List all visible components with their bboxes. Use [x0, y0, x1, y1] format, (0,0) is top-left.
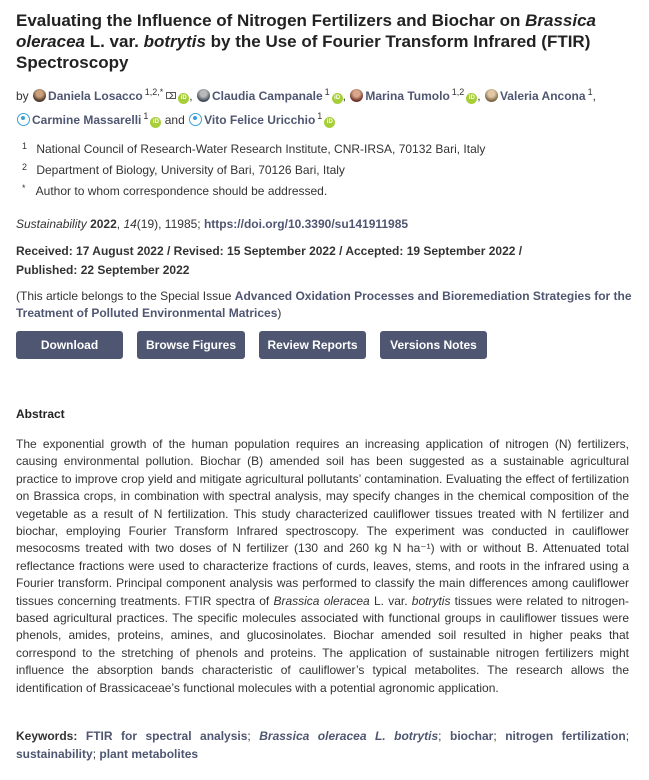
- affiliation-text: National Council of Research-Water Research Institute, CNR-IRSA, 70132 Bari, Italy: [36, 142, 486, 156]
- author-avatar-icon: [485, 89, 498, 102]
- keyword-link[interactable]: FTIR for spectral analysis: [85, 729, 248, 743]
- special-issue-prefix: (This article belongs to the Special Issue: [16, 289, 235, 303]
- article-title: [16, 10, 636, 73]
- orcid-icon[interactable]: iD: [178, 93, 189, 104]
- abstract-text: [16, 436, 629, 697]
- keyword-link[interactable]: Brassica oleracea L. botrytis: [259, 729, 439, 743]
- abstract-text-part: L. var.: [369, 593, 412, 608]
- author-avatar-icon: [197, 89, 210, 102]
- email-icon[interactable]: [166, 92, 176, 99]
- abstract-text-part: The exponential growth of the human population requires an increasing application of nitrogen (N) fertilizers, causing environmental pollution. Biochar (B) amended soil has been suggested as a sustainable agricultural practice to improve crop yield and mitigate agricultural pollutants’ contamination. Evaluating the effect of fertilization on Brassica crops, in combination with spectral analysis, may specify changes in the chemical composition of the vegetable as a result of N fertilization. This study characterized cauliflower tissues treated with N fertilizer and biochar, employing Fourier Transform Infrared spectroscopy. The experiment was conducted in cauliflower mesocosms treated with two doses of N fertilizer (130 and 260 kg N ha⁻¹) with or without B. Attenuated total reflectance fractions were used to characterize fractions of curds, leaves, stems, and roots in the infrared using a Fourier transform. Principal component analysis was performed to classify the main differences among cauliflower tissues concerning treatments. FTIR spectra of: [16, 437, 629, 608]
- affiliation-item: [22, 178, 622, 199]
- doi-link[interactable]: https://doi.org/10.3390/su141911985: [203, 217, 409, 231]
- author-link[interactable]: Vito Felice Uricchio: [204, 113, 316, 127]
- affiliations: [22, 136, 622, 199]
- affiliation-item: [22, 136, 622, 157]
- author-affiliation-sup: 1: [587, 87, 593, 97]
- orcid-icon[interactable]: iD: [324, 117, 335, 128]
- author-link[interactable]: Carmine Massarelli: [32, 113, 142, 127]
- orcid-icon[interactable]: iD: [150, 117, 161, 128]
- affiliation-sup: 1: [22, 141, 28, 151]
- citation-year: 2022: [90, 217, 117, 231]
- author-avatar-icon: [189, 113, 202, 126]
- title-variety: botrytis: [143, 32, 206, 51]
- revised-date: 15 September 2022: [227, 244, 336, 258]
- download-button[interactable]: Download: [16, 331, 123, 359]
- by-label: by: [16, 89, 29, 103]
- keyword-link[interactable]: plant metabolites: [99, 747, 199, 761]
- affiliation-sup: 2: [22, 162, 28, 172]
- author-link[interactable]: Daniela Losacco: [48, 89, 143, 103]
- citation-volume: 14: [123, 217, 137, 231]
- author-link[interactable]: Marina Tumolo: [365, 89, 450, 103]
- versions-notes-button[interactable]: Versions Notes: [380, 331, 487, 359]
- keyword-link[interactable]: nitrogen fertilization: [505, 729, 626, 743]
- title-text: L. var.: [85, 32, 144, 51]
- orcid-icon[interactable]: iD: [332, 93, 343, 104]
- author-affiliation-sup: 1: [317, 111, 323, 121]
- author-avatar-icon: [350, 89, 363, 102]
- author-list: by Daniela Losacco $^{1,2,*}$iD , Claudia Campanale $^1$iD , Marina Tumolo $^{1,2}$iD , Valeria Ancona $^1$, Carmine Massarelli $^1$iD and Vito Felice Uricchio $^1$iD: [16, 87, 596, 127]
- special-issue-link[interactable]: Advanced Oxidation Processes and Bioremediation Strategies for the Treatment of Polluted Environmental Matrices: [16, 289, 632, 320]
- special-issue-note: [16, 288, 636, 322]
- published-label: Published:: [16, 263, 78, 277]
- citation-article-number: , 11985;: [158, 217, 204, 231]
- received-date: 17 August 2022: [76, 244, 164, 258]
- author-affiliation-sup: 1,2,*: [144, 87, 164, 97]
- affiliation-item: [22, 157, 622, 178]
- abstract-text-part: tissues were related to nitrogen-based agricultural practices. The specific molecules associated with functional groups in cauliflower tissues were phenols, amides, proteins, amines, and glucosinolates. Biochar amended soil resulted in higher peaks that correspond to the stretching of phenols and proteins. The application of sustainable nitrogen fertilizers might influence the absorption bands characteristic of cauliflower’s typical metabolites. The research allows the identification of Brassicaceae’s functional molecules with a potential agronomic application.: [16, 593, 629, 695]
- title-text: Evaluating the Influence of Nitrogen Fertilizers and Biochar on: [16, 11, 526, 30]
- published-date: 22 September 2022: [80, 263, 190, 277]
- title-text: by the Use of Fourier Transform Infrared (FTIR) Spectroscopy: [16, 32, 591, 72]
- author-affiliation-sup: 1,2: [451, 87, 465, 97]
- abstract-species: Brassica oleracea: [273, 593, 370, 608]
- revised-label: Revised:: [173, 244, 224, 258]
- keywords: Keywords: FTIR for spectral analysis; Brassica oleracea L. botrytis; biochar; nitrogen fertilization; sustainability; plant metabolites: [16, 729, 630, 761]
- author-affiliation-sup: 1: [143, 111, 149, 121]
- keywords-label: Keywords:: [16, 729, 78, 743]
- publication-dates: Received: 17 August 2022 / Revised: 15 September 2022 / Accepted: 19 September 2022 / Published: 22 September 2022: [16, 244, 523, 277]
- abstract-heading: Abstract: [16, 407, 65, 421]
- review-reports-button[interactable]: Review Reports: [259, 331, 366, 359]
- journal-name: Sustainability: [16, 217, 87, 231]
- accepted-label: Accepted:: [345, 244, 404, 258]
- received-label: Received:: [16, 244, 73, 258]
- special-issue-suffix: ): [277, 306, 282, 320]
- affiliation-sup: *: [22, 183, 26, 193]
- and-label: and: [164, 113, 185, 127]
- citation: Sustainability 2022, 14(19), 11985; https://doi.org/10.3390/su141911985: [16, 217, 409, 231]
- author-affiliation-sup: 1: [324, 87, 330, 97]
- accepted-date: 19 September 2022: [406, 244, 516, 258]
- author-link[interactable]: Claudia Campanale: [211, 89, 323, 103]
- keyword-link[interactable]: biochar: [450, 729, 494, 743]
- affiliation-text: Department of Biology, University of Bari, 70126 Bari, Italy: [36, 163, 345, 177]
- browse-figures-button[interactable]: Browse Figures: [137, 331, 245, 359]
- abstract-variety: botrytis: [411, 593, 451, 608]
- author-avatar-icon: [33, 89, 46, 102]
- citation-issue: (19): [136, 217, 159, 231]
- author-link[interactable]: Valeria Ancona: [499, 89, 586, 103]
- keyword-link[interactable]: sustainability: [16, 747, 93, 761]
- orcid-icon[interactable]: iD: [466, 93, 477, 104]
- title-species: Brassica oleracea: [16, 11, 597, 51]
- author-avatar-icon: [17, 113, 30, 126]
- affiliation-text: Author to whom correspondence should be addressed.: [35, 184, 328, 198]
